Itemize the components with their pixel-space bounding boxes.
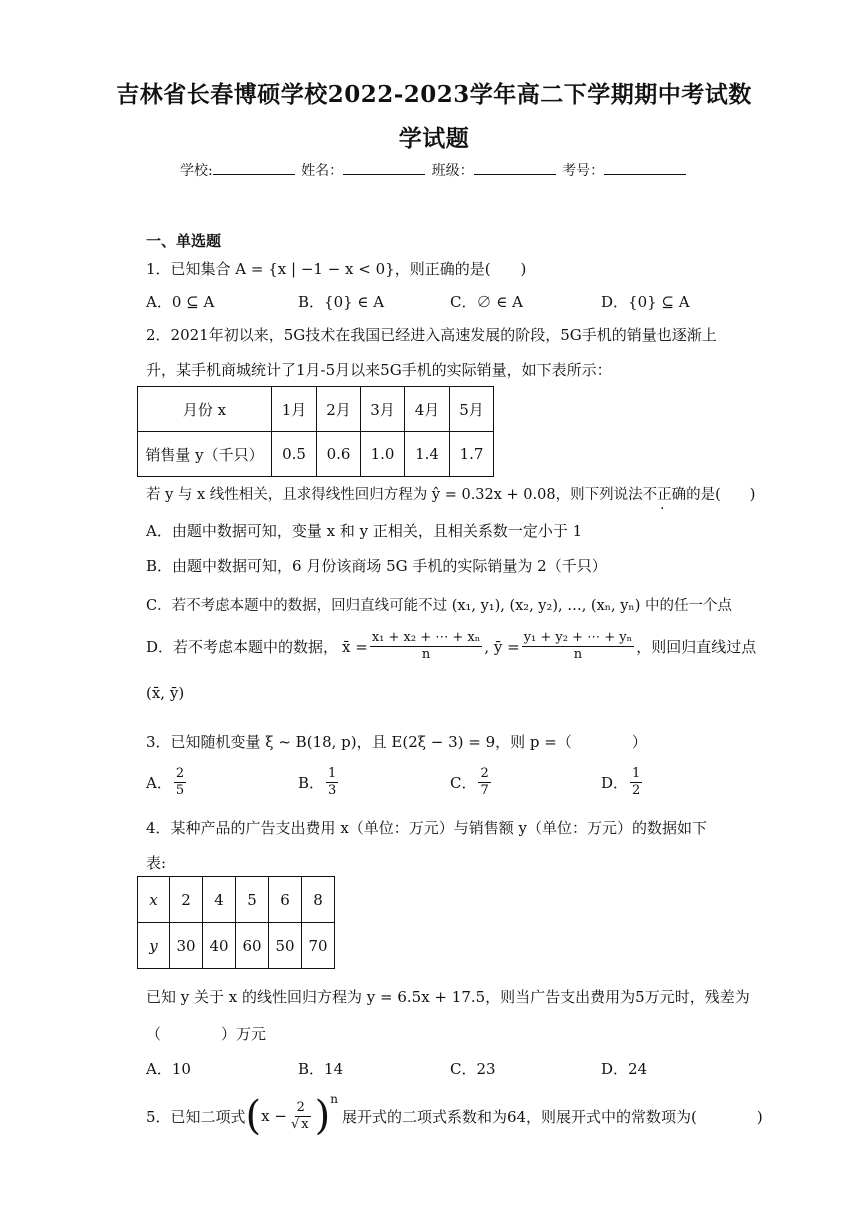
- option-label: B．: [298, 774, 325, 792]
- fraction-numerator: 1: [632, 766, 641, 781]
- q5-fraction-numerator: 2: [296, 1099, 305, 1115]
- q2-sales-table: [137, 386, 494, 477]
- x-mean-denominator: n: [421, 647, 431, 662]
- option-fraction: [174, 766, 186, 799]
- option-fraction: [630, 766, 642, 799]
- q4-stem-line1: 4．某种产品的广告支出费用 x（单位：万元）与销售额 y（单位：万元）的数据如下: [146, 819, 708, 837]
- q3-option-a: [146, 766, 188, 799]
- section-title: 一、单选题: [146, 232, 222, 250]
- q2-option-d-prefix: D．若不考虑本题中的数据，: [146, 638, 339, 656]
- table-cell: 50: [269, 923, 302, 969]
- q4-option-d: D．24: [601, 1060, 648, 1078]
- table-cell: 0.5: [272, 432, 317, 477]
- school-label: 学校:: [180, 163, 213, 179]
- name-blank: [343, 162, 425, 175]
- exam-title-line1: 吉林省长春博硕学校2022-2023学年高二下学期期中考试数: [116, 81, 752, 108]
- table-cell: 1.0: [361, 432, 405, 477]
- q5-fraction-denominator: √ x: [290, 1116, 309, 1132]
- name-label: 姓名：: [301, 163, 344, 179]
- school-blank: [213, 162, 295, 175]
- fraction-numerator: 1: [328, 766, 337, 781]
- option-label: D．: [601, 774, 629, 792]
- table-cell: 1.4: [405, 432, 450, 477]
- fraction-denominator: 7: [480, 783, 489, 798]
- table-cell: 30: [170, 923, 203, 969]
- option-label: A．: [146, 774, 172, 792]
- q4-data-table: [137, 876, 335, 969]
- q5-prefix: 5．已知二项式: [146, 1107, 246, 1126]
- q4-option-a: A．10: [146, 1060, 191, 1078]
- q2-stem-line1: 2．2021年初以来，5G技术在我国已经进入高速发展的阶段，5G手机的销量也逐渐上: [146, 326, 717, 344]
- q2-stem-line2: 升，某手机商城统计了1月-5月以来5G手机的实际销量，如下表所示：: [146, 361, 612, 379]
- table-cell: 60: [236, 923, 269, 969]
- q5-x-minus: x −: [261, 1107, 287, 1125]
- q3-option-b: [298, 766, 340, 799]
- option-fraction: [326, 766, 338, 799]
- table-cell: 2月: [317, 387, 361, 432]
- table-cell: 月份 x: [138, 387, 272, 432]
- q2-question: [146, 483, 755, 504]
- q5-fraction: [289, 1100, 313, 1133]
- table-row: [138, 387, 494, 432]
- q3-option-c: [450, 766, 493, 799]
- table-row: [138, 877, 335, 923]
- option-fraction: [478, 766, 490, 799]
- table-cell: 6: [269, 877, 302, 923]
- table-row: [138, 923, 335, 969]
- table-cell: 70: [302, 923, 335, 969]
- y-mean-numerator: y₁ + y₂ + ⋯ + yₙ: [523, 630, 633, 645]
- class-blank: [474, 162, 556, 175]
- table-cell: 5: [236, 877, 269, 923]
- q2-question-part2: 的是( ): [686, 487, 756, 503]
- q2-option-d-point: (x̄, ȳ): [146, 684, 185, 702]
- q2-emphasis: 不正确: [642, 487, 687, 503]
- exam-number-blank: [604, 162, 686, 175]
- q3-stem: 3．已知随机变量 ξ ~ B(18, p)，且 E(2ξ − 3) = 9，则 p =（ ）: [146, 733, 647, 751]
- table-cell: 1月: [272, 387, 317, 432]
- table-cell: 4月: [405, 387, 450, 432]
- student-info-fields: [180, 160, 688, 180]
- table-cell: y: [138, 923, 170, 969]
- table-cell: 3月: [361, 387, 405, 432]
- q1-option-a: A．0 ⊆ A: [146, 293, 215, 311]
- fraction-numerator: 2: [480, 766, 489, 781]
- exam-title-line2: 学试题: [398, 125, 470, 152]
- q4-stem-line2: 表:: [146, 854, 167, 872]
- sqrt-radicand: x: [301, 1116, 309, 1132]
- table-cell: 销售量 y（千只）: [138, 432, 272, 477]
- q4-option-b: B．14: [298, 1060, 344, 1078]
- q2-option-d: [146, 630, 756, 663]
- q4-question: 已知 y 关于 x 的线性回归方程为 y = 6.5x + 17.5，则当广告支出费用为5万元时，残差为: [146, 988, 750, 1006]
- table-cell: 8: [302, 877, 335, 923]
- x-mean-fraction: [370, 630, 483, 663]
- option-label: C．: [450, 774, 477, 792]
- fraction-denominator: 2: [632, 783, 641, 798]
- table-cell: 4: [203, 877, 236, 923]
- y-mean-denominator: n: [573, 647, 583, 662]
- q2-option-d-suffix: ，则回归直线过点: [636, 638, 757, 656]
- q3-option-d: [601, 766, 644, 799]
- q1-option-d: D．{0} ⊆ A: [601, 293, 690, 311]
- table-cell: 1.7: [450, 432, 494, 477]
- q4-answer-blank: （ ）万元: [146, 1025, 267, 1043]
- q1-stem: 1．已知集合 A = {x | −1 − x < 0}，则正确的是( ): [146, 260, 527, 278]
- q4-option-c: C．23: [450, 1060, 496, 1078]
- q2-option-b: B．由题中数据可知，6 月份该商场 5G 手机的实际销量为 2（千只）: [146, 557, 607, 575]
- left-paren: (: [245, 1093, 262, 1139]
- q2-option-c: C．若不考虑本题中的数据，回归直线可能不过 (x₁, y₁), (x₂, y₂), …, (xₙ, yₙ) 中的任一个点: [146, 598, 732, 614]
- table-row: [138, 432, 494, 477]
- q5-suffix: 展开式的二项式系数和为64，则展开式中的常数项为( ): [341, 1107, 763, 1126]
- table-cell: 0.6: [317, 432, 361, 477]
- y-bar-label: , ȳ =: [484, 637, 520, 656]
- q1-option-b: B．{0} ∈ A: [298, 293, 385, 311]
- fraction-numerator: 2: [175, 766, 185, 781]
- table-cell: 40: [203, 923, 236, 969]
- table-cell: x: [138, 877, 170, 923]
- class-label: 班级：: [431, 163, 474, 179]
- q5-stem: [146, 1092, 763, 1139]
- table-cell: 5月: [450, 387, 494, 432]
- x-mean-numerator: x₁ + x₂ + ⋯ + xₙ: [371, 630, 481, 645]
- q2-question-part1: 若 y 与 x 线性相关，且求得线性回归方程为 ŷ = 0.32x + 0.08，则下列说法: [146, 487, 643, 503]
- q5-exponent: n: [330, 1092, 338, 1106]
- fraction-denominator: 5: [175, 783, 185, 798]
- x-bar-label: x̄ =: [342, 637, 368, 656]
- exam-number-label: 考号：: [562, 163, 605, 179]
- q2-option-a: A．由题中数据可知，变量 x 和 y 正相关，且相关系数一定小于 1: [146, 522, 583, 540]
- right-paren: ): [314, 1093, 331, 1139]
- table-cell: 2: [170, 877, 203, 923]
- y-mean-fraction: [522, 630, 635, 663]
- fraction-denominator: 3: [328, 783, 337, 798]
- q1-option-c: C．∅ ∈ A: [450, 293, 523, 311]
